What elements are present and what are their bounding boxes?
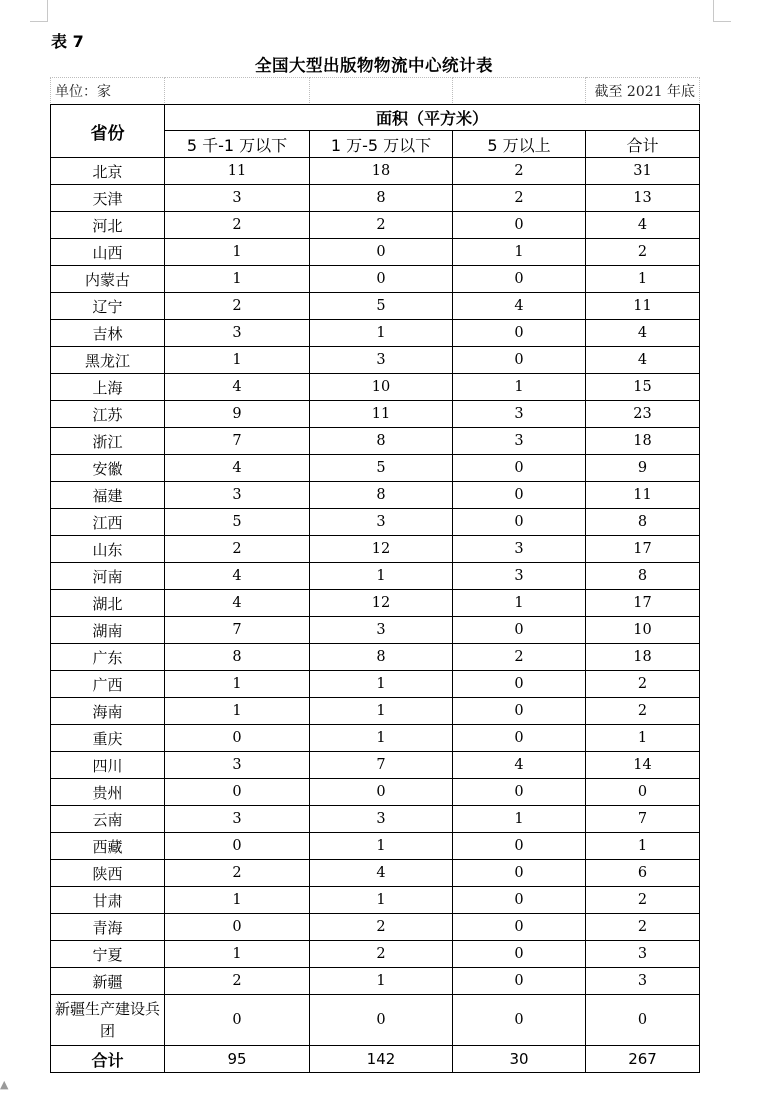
- value-cell: 3: [165, 752, 310, 779]
- value-cell: 4: [165, 374, 310, 401]
- value-cell: 18: [586, 428, 700, 455]
- province-cell: 广东: [51, 644, 165, 671]
- province-cell: 贵州: [51, 779, 165, 806]
- table-row: [51, 995, 700, 1046]
- value-cell: 1: [453, 806, 586, 833]
- value-cell: 13: [586, 185, 700, 212]
- value-cell: 1: [165, 887, 310, 914]
- value-cell: 7: [310, 752, 453, 779]
- province-cell: 陕西: [51, 860, 165, 887]
- table-row: [51, 644, 700, 671]
- value-cell: 0: [453, 725, 586, 752]
- value-cell: 15: [586, 374, 700, 401]
- value-cell: 11: [165, 158, 310, 185]
- table-row: [51, 536, 700, 563]
- province-cell: 天津: [51, 185, 165, 212]
- value-cell: 17: [586, 536, 700, 563]
- value-cell: 2: [453, 158, 586, 185]
- unit-row-blank: [310, 78, 453, 105]
- total-cell: 142: [310, 1046, 453, 1073]
- value-cell: 0: [453, 968, 586, 995]
- table-row: [51, 941, 700, 968]
- value-cell: 3: [310, 806, 453, 833]
- value-cell: 0: [586, 779, 700, 806]
- value-cell: 0: [310, 779, 453, 806]
- value-cell: 11: [586, 482, 700, 509]
- value-cell: 4: [586, 347, 700, 374]
- total-row: [51, 1046, 700, 1073]
- total-cell: 30: [453, 1046, 586, 1073]
- value-cell: 3: [453, 428, 586, 455]
- value-cell: 8: [586, 563, 700, 590]
- province-cell: 江苏: [51, 401, 165, 428]
- province-cell: 甘肃: [51, 887, 165, 914]
- value-cell: 8: [586, 509, 700, 536]
- table-row: [51, 914, 700, 941]
- value-cell: 1: [310, 968, 453, 995]
- value-cell: 4: [453, 752, 586, 779]
- value-cell: 2: [586, 914, 700, 941]
- value-cell: 0: [310, 266, 453, 293]
- value-cell: 0: [165, 779, 310, 806]
- value-cell: 0: [453, 509, 586, 536]
- table-row: [51, 347, 700, 374]
- table-row: [51, 617, 700, 644]
- table-row: [51, 860, 700, 887]
- value-cell: 7: [586, 806, 700, 833]
- province-cell: 新疆生产建设兵团: [51, 995, 165, 1046]
- value-cell: 0: [586, 995, 700, 1046]
- value-cell: 8: [165, 644, 310, 671]
- value-cell: 0: [453, 887, 586, 914]
- stats-table: [50, 104, 700, 1073]
- province-cell: 重庆: [51, 725, 165, 752]
- province-cell: 上海: [51, 374, 165, 401]
- total-label: 合计: [51, 1046, 165, 1073]
- province-cell: 湖南: [51, 617, 165, 644]
- table-row: [51, 455, 700, 482]
- value-cell: 2: [453, 644, 586, 671]
- province-cell: 吉林: [51, 320, 165, 347]
- value-cell: 1: [165, 941, 310, 968]
- value-cell: 8: [310, 482, 453, 509]
- value-cell: 2: [586, 239, 700, 266]
- value-cell: 8: [310, 428, 453, 455]
- table-number: 表 7: [51, 32, 84, 51]
- table-row: [51, 887, 700, 914]
- value-cell: 1: [310, 725, 453, 752]
- value-cell: 2: [310, 941, 453, 968]
- header-col-10k-50k: 1 万-5 万以下: [310, 131, 453, 158]
- table-row: [51, 320, 700, 347]
- value-cell: 2: [586, 698, 700, 725]
- table-row: [51, 266, 700, 293]
- header-province: 省份: [51, 105, 165, 158]
- value-cell: 1: [310, 563, 453, 590]
- value-cell: 0: [453, 698, 586, 725]
- value-cell: 11: [310, 401, 453, 428]
- unit-row: [50, 77, 700, 105]
- value-cell: 7: [165, 428, 310, 455]
- value-cell: 3: [165, 482, 310, 509]
- province-cell: 青海: [51, 914, 165, 941]
- value-cell: 0: [165, 725, 310, 752]
- value-cell: 0: [453, 671, 586, 698]
- unit-label: 单位：家: [51, 78, 165, 105]
- value-cell: 5: [165, 509, 310, 536]
- value-cell: 5: [310, 455, 453, 482]
- as-of-label: 截至 2021 年底: [586, 78, 700, 105]
- value-cell: 0: [310, 239, 453, 266]
- value-cell: 2: [586, 671, 700, 698]
- province-cell: 宁夏: [51, 941, 165, 968]
- value-cell: 1: [453, 374, 586, 401]
- value-cell: 1: [310, 698, 453, 725]
- value-cell: 11: [586, 293, 700, 320]
- table-row: [51, 239, 700, 266]
- value-cell: 12: [310, 590, 453, 617]
- total-cell: 95: [165, 1046, 310, 1073]
- value-cell: 1: [586, 266, 700, 293]
- province-cell: 山东: [51, 536, 165, 563]
- value-cell: 3: [453, 536, 586, 563]
- value-cell: 4: [586, 212, 700, 239]
- value-cell: 0: [453, 995, 586, 1046]
- value-cell: 3: [165, 806, 310, 833]
- province-cell: 四川: [51, 752, 165, 779]
- value-cell: 1: [310, 320, 453, 347]
- value-cell: 3: [310, 347, 453, 374]
- value-cell: 2: [165, 536, 310, 563]
- document-title: 全国大型出版物物流中心统计表: [255, 56, 493, 75]
- header-col-50k-plus: 5 万以上: [453, 131, 586, 158]
- value-cell: 0: [453, 212, 586, 239]
- value-cell: 2: [165, 968, 310, 995]
- value-cell: 1: [453, 590, 586, 617]
- value-cell: 0: [453, 617, 586, 644]
- value-cell: 14: [586, 752, 700, 779]
- value-cell: 17: [586, 590, 700, 617]
- value-cell: 1: [165, 347, 310, 374]
- value-cell: 0: [453, 347, 586, 374]
- value-cell: 7: [165, 617, 310, 644]
- table-row: [51, 671, 700, 698]
- value-cell: 1: [165, 671, 310, 698]
- table-row: [51, 833, 700, 860]
- value-cell: 10: [310, 374, 453, 401]
- table-row: [51, 482, 700, 509]
- value-cell: 0: [453, 320, 586, 347]
- value-cell: 0: [453, 941, 586, 968]
- value-cell: 3: [165, 185, 310, 212]
- province-cell: 新疆: [51, 968, 165, 995]
- value-cell: 18: [310, 158, 453, 185]
- table-body: [51, 158, 700, 1046]
- table-row: [51, 509, 700, 536]
- province-cell: 山西: [51, 239, 165, 266]
- value-cell: 1: [310, 671, 453, 698]
- province-cell: 福建: [51, 482, 165, 509]
- value-cell: 2: [310, 914, 453, 941]
- value-cell: 0: [165, 995, 310, 1046]
- unit-row-blank: [453, 78, 586, 105]
- province-cell: 北京: [51, 158, 165, 185]
- table-row: [51, 779, 700, 806]
- value-cell: 3: [453, 401, 586, 428]
- value-cell: 4: [165, 563, 310, 590]
- province-cell: 广西: [51, 671, 165, 698]
- value-cell: 2: [165, 860, 310, 887]
- value-cell: 2: [165, 212, 310, 239]
- table-row: [51, 212, 700, 239]
- value-cell: 8: [310, 644, 453, 671]
- table-row: [51, 590, 700, 617]
- province-cell: 黑龙江: [51, 347, 165, 374]
- table-row: [51, 725, 700, 752]
- province-cell: 湖北: [51, 590, 165, 617]
- table-row: [51, 806, 700, 833]
- value-cell: 1: [165, 239, 310, 266]
- value-cell: 1: [453, 239, 586, 266]
- value-cell: 0: [453, 482, 586, 509]
- table-row: [51, 158, 700, 185]
- value-cell: 3: [165, 320, 310, 347]
- value-cell: 3: [586, 941, 700, 968]
- value-cell: 10: [586, 617, 700, 644]
- value-cell: 0: [165, 914, 310, 941]
- value-cell: 0: [453, 779, 586, 806]
- value-cell: 0: [165, 833, 310, 860]
- province-cell: 辽宁: [51, 293, 165, 320]
- value-cell: 4: [586, 320, 700, 347]
- value-cell: 1: [310, 833, 453, 860]
- value-cell: 1: [310, 887, 453, 914]
- value-cell: 2: [453, 185, 586, 212]
- table-row: [51, 185, 700, 212]
- table-row: [51, 968, 700, 995]
- table-row: [51, 698, 700, 725]
- value-cell: 0: [453, 914, 586, 941]
- value-cell: 2: [310, 212, 453, 239]
- value-cell: 0: [310, 995, 453, 1046]
- value-cell: 9: [586, 455, 700, 482]
- province-cell: 云南: [51, 806, 165, 833]
- value-cell: 1: [586, 725, 700, 752]
- page-corner-mark-left: [30, 0, 48, 22]
- value-cell: 2: [165, 293, 310, 320]
- province-cell: 河南: [51, 563, 165, 590]
- province-cell: 江西: [51, 509, 165, 536]
- unit-row-blank: [165, 78, 310, 105]
- value-cell: 1: [165, 698, 310, 725]
- value-cell: 1: [586, 833, 700, 860]
- province-cell: 河北: [51, 212, 165, 239]
- value-cell: 2: [586, 887, 700, 914]
- value-cell: 31: [586, 158, 700, 185]
- value-cell: 4: [165, 590, 310, 617]
- value-cell: 18: [586, 644, 700, 671]
- value-cell: 4: [165, 455, 310, 482]
- province-cell: 内蒙古: [51, 266, 165, 293]
- value-cell: 8: [310, 185, 453, 212]
- province-cell: 海南: [51, 698, 165, 725]
- value-cell: 0: [453, 860, 586, 887]
- value-cell: 9: [165, 401, 310, 428]
- value-cell: 23: [586, 401, 700, 428]
- province-cell: 西藏: [51, 833, 165, 860]
- value-cell: 5: [310, 293, 453, 320]
- value-cell: 3: [586, 968, 700, 995]
- header-area-group: 面积（平方米）: [165, 105, 700, 131]
- table-row: [51, 752, 700, 779]
- value-cell: 4: [310, 860, 453, 887]
- value-cell: 3: [310, 509, 453, 536]
- value-cell: 6: [586, 860, 700, 887]
- table-row: [51, 428, 700, 455]
- value-cell: 12: [310, 536, 453, 563]
- value-cell: 3: [310, 617, 453, 644]
- left-margin-mark: ▲: [0, 1078, 9, 1091]
- value-cell: 3: [453, 563, 586, 590]
- value-cell: 4: [453, 293, 586, 320]
- value-cell: 0: [453, 266, 586, 293]
- value-cell: 0: [453, 455, 586, 482]
- header-col-5k-10k: 5 千-1 万以下: [165, 131, 310, 158]
- value-cell: 0: [453, 833, 586, 860]
- table-row: [51, 374, 700, 401]
- table-row: [51, 563, 700, 590]
- header-col-total: 合计: [586, 131, 700, 158]
- province-cell: 浙江: [51, 428, 165, 455]
- province-cell: 安徽: [51, 455, 165, 482]
- table-row: [51, 293, 700, 320]
- total-cell: 267: [586, 1046, 700, 1073]
- table-row: [51, 401, 700, 428]
- page-corner-mark-right: [713, 0, 731, 22]
- value-cell: 1: [165, 266, 310, 293]
